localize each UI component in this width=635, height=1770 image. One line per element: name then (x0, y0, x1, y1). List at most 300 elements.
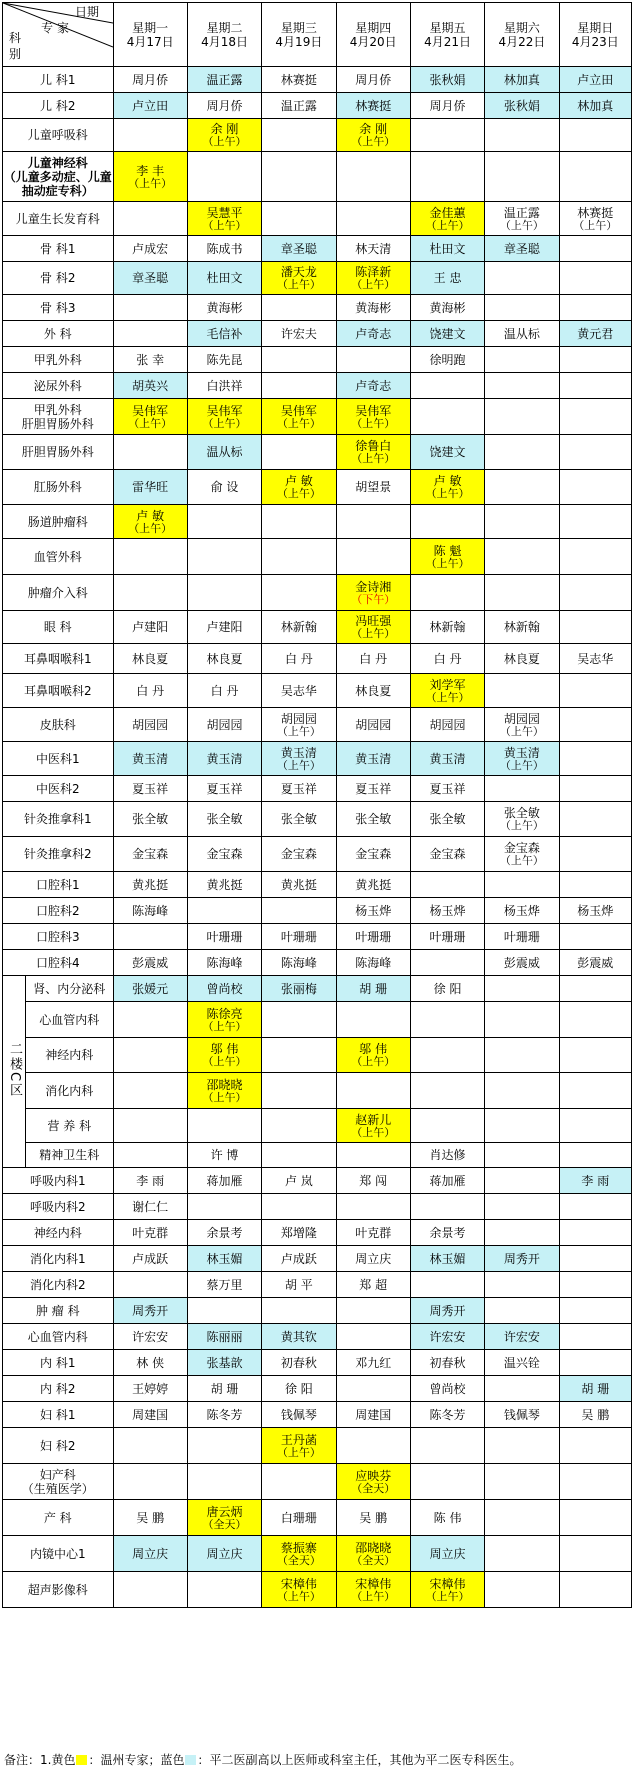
department-cell: 消化内科 (26, 1073, 113, 1109)
doctor-name: 许宏安 (503, 1329, 540, 1344)
doctor-name: 宋樟伟 (429, 1576, 466, 1591)
doctor-cell (559, 399, 631, 435)
session-time: （上午） (202, 218, 247, 232)
doctor-name: 卢 岚 (284, 1173, 313, 1188)
doctor-cell (113, 802, 187, 837)
doctor-cell (559, 1500, 631, 1536)
doctor-cell (336, 872, 410, 898)
doctor-cell (187, 202, 261, 236)
doctor-name: 叶珊珊 (503, 929, 540, 944)
department-cell: 口腔科2 (3, 898, 114, 924)
doctor-cell (410, 976, 484, 1002)
session-time: （上午） (276, 724, 321, 738)
doctor-cell (262, 837, 336, 872)
doctor-cell (485, 1298, 559, 1324)
doctor-cell (113, 898, 187, 924)
session-time: （上午） (425, 487, 470, 500)
doctor-cell (485, 1428, 559, 1464)
doctor-name: 张秋娟 (429, 72, 466, 87)
doctor-cell (262, 742, 336, 776)
doctor-cell (262, 924, 336, 950)
session-time: （上午） (425, 218, 470, 232)
doctor-name: 叶珊珊 (206, 929, 243, 944)
session-time: （全天） (202, 1517, 247, 1531)
schedule-row (3, 1572, 632, 1608)
doctor-cell (559, 152, 631, 202)
doctor-cell (262, 976, 336, 1002)
doctor-cell (187, 93, 261, 119)
doctor-cell (559, 872, 631, 898)
doctor-cell (187, 1500, 261, 1536)
department-cell: 消化内科2 (3, 1272, 114, 1298)
doctor-cell (113, 1246, 187, 1272)
blue-swatch-icon (185, 1755, 196, 1765)
doctor-name: 陈丽丽 (206, 1329, 243, 1344)
doctor-cell (187, 539, 261, 575)
doctor-cell (485, 1194, 559, 1220)
schedule-row (3, 1324, 632, 1350)
department-cell: 呼吸内科2 (3, 1194, 114, 1220)
doctor-cell (559, 262, 631, 295)
session-time: （上午） (351, 1055, 396, 1068)
doctor-cell (262, 539, 336, 575)
doctor-cell (336, 435, 410, 470)
doctor-cell (559, 1143, 631, 1168)
doctor-cell (559, 776, 631, 802)
department-cell: 消化内科1 (3, 1246, 114, 1272)
doctor-cell (410, 644, 484, 674)
doctor-name: 周月侨 (132, 72, 169, 87)
doctor-cell (559, 1324, 631, 1350)
doctor-name: 杨玉烨 (355, 903, 392, 918)
doctor-cell (410, 674, 484, 708)
doctor-cell (336, 1402, 410, 1428)
doctor-cell (410, 1168, 484, 1194)
session-time: （上午） (276, 1589, 321, 1603)
doctor-cell (485, 321, 559, 347)
doctor-cell (113, 1194, 187, 1220)
doctor-name: 黄兆挺 (355, 877, 392, 892)
doctor-cell (410, 435, 484, 470)
doctor-cell (113, 295, 187, 321)
schedule-row (3, 67, 632, 93)
doctor-cell (113, 1272, 187, 1298)
doctor-cell (113, 236, 187, 262)
doctor-cell (262, 1402, 336, 1428)
doctor-name: 余 刚 (359, 122, 388, 136)
doctor-cell (485, 1143, 559, 1168)
doctor-cell (410, 837, 484, 872)
session-time: （上午） (425, 1589, 470, 1603)
session-time: （上午） (202, 1055, 247, 1068)
doctor-name: 卢 敏 (284, 474, 313, 488)
doctor-cell (187, 674, 261, 708)
doctor-cell (336, 611, 410, 644)
doctor-cell (262, 1168, 336, 1194)
doctor-name: 徐鲁白 (355, 439, 392, 453)
doctor-name: 周立庆 (206, 1546, 243, 1561)
doctor-cell (559, 67, 631, 93)
doctor-cell (336, 708, 410, 742)
doctor-name: 黄兆挺 (206, 877, 243, 892)
doctor-name: 杨玉烨 (429, 903, 466, 918)
doctor-name: 林玉媚 (429, 1251, 466, 1266)
doctor-name: 周月侨 (429, 98, 466, 113)
doctor-name: 林天清 (355, 241, 392, 256)
doctor-name: 胡园园 (206, 717, 243, 732)
doctor-name: 夏玉祥 (280, 781, 317, 796)
doctor-cell (559, 93, 631, 119)
doctor-cell (336, 1073, 410, 1109)
doctor-cell (113, 924, 187, 950)
department-cell: 儿童神经科 （儿童多动症、儿童 抽动症专科） (3, 152, 114, 202)
doctor-cell (262, 262, 336, 295)
session-time: （上午） (128, 176, 173, 190)
doctor-cell (336, 1500, 410, 1536)
doctor-name: 余景考 (206, 1225, 243, 1240)
schedule-row (3, 1002, 632, 1038)
doctor-cell (485, 644, 559, 674)
doctor-name: 张全敏 (206, 812, 243, 826)
doctor-cell (410, 202, 484, 236)
footnote-mid2: ：平二医副高以上医师或科室主任，其他为平二医专科医生。 (197, 1753, 522, 1767)
department-cell: 妇产科 （生殖医学） (3, 1464, 114, 1500)
doctor-name: 章圣聪 (280, 241, 317, 256)
doctor-name: 邵晓晓 (206, 1077, 243, 1092)
doctor-name: 周秀开 (503, 1251, 540, 1266)
doctor-cell (187, 1038, 261, 1073)
doctor-cell (187, 1572, 261, 1608)
doctor-name: 金宝森 (132, 847, 169, 861)
doctor-cell (410, 470, 484, 505)
doctor-cell (410, 872, 484, 898)
doctor-name: 吴 鹏 (359, 1510, 388, 1525)
doctor-name: 吴伟军 (355, 403, 392, 418)
doctor-cell (262, 674, 336, 708)
doctor-name: 应映芬 (355, 1468, 392, 1483)
doctor-cell (187, 236, 261, 262)
doctor-cell (485, 924, 559, 950)
doctor-cell (113, 1298, 187, 1324)
doctor-name: 黄海彬 (206, 300, 243, 315)
doctor-name: 夏玉祥 (429, 781, 466, 796)
doctor-cell (187, 1002, 261, 1038)
schedule-row (3, 1428, 632, 1464)
doctor-cell (410, 295, 484, 321)
doctor-name: 吴志华 (280, 683, 317, 698)
department-cell: 内 科2 (3, 1376, 114, 1402)
doctor-cell (336, 373, 410, 399)
doctor-name: 吴 鹏 (136, 1510, 165, 1525)
doctor-cell (336, 674, 410, 708)
doctor-cell (485, 1073, 559, 1109)
doctor-name: 张全敏 (503, 806, 540, 820)
doctor-cell (410, 119, 484, 152)
department-cell: 神经内科 (3, 1220, 114, 1246)
department-cell: 呼吸内科1 (3, 1168, 114, 1194)
doctor-name: 郑 闯 (359, 1173, 388, 1188)
session-time: （全天） (276, 1553, 321, 1567)
doctor-cell (187, 1246, 261, 1272)
doctor-cell (410, 924, 484, 950)
doctor-cell (262, 347, 336, 373)
doctor-name: 林赛挺 (577, 205, 614, 220)
doctor-name: 叶克群 (355, 1225, 392, 1240)
doctor-cell (187, 1350, 261, 1376)
doctor-cell (559, 1073, 631, 1109)
doctor-name: 林新翰 (429, 620, 466, 634)
doctor-cell (113, 539, 187, 575)
doctor-name: 黄玉清 (206, 751, 243, 766)
department-cell: 耳鼻咽喉科2 (3, 674, 114, 708)
department-cell: 产 科 (3, 1500, 114, 1536)
doctor-name: 白 丹 (433, 651, 462, 666)
department-cell: 外 科 (3, 321, 114, 347)
doctor-cell (262, 1500, 336, 1536)
department-cell: 中医科1 (3, 742, 114, 776)
doctor-cell (559, 1272, 631, 1298)
doctor-cell (336, 152, 410, 202)
doctor-cell (187, 373, 261, 399)
doctor-name: 温正露 (280, 98, 317, 113)
doctor-name: 黄元君 (577, 326, 614, 341)
doctor-cell (336, 1220, 410, 1246)
department-cell: 妇 科2 (3, 1428, 114, 1464)
doctor-cell (485, 802, 559, 837)
doctor-cell (410, 1298, 484, 1324)
doctor-cell (336, 295, 410, 321)
doctor-name: 林新翰 (503, 620, 540, 634)
doctor-cell (410, 1073, 484, 1109)
doctor-cell (262, 93, 336, 119)
group-label: 二楼C区 (3, 976, 26, 1168)
doctor-name: 王婷婷 (132, 1381, 169, 1396)
doctor-cell (113, 1350, 187, 1376)
session-time: （上午） (202, 1019, 247, 1033)
doctor-cell (262, 1350, 336, 1376)
doctor-name: 金宝森 (355, 847, 392, 861)
schedule-row (3, 1109, 632, 1143)
doctor-cell (262, 119, 336, 152)
doctor-name: 周立庆 (355, 1251, 392, 1266)
doctor-name: 黄玉清 (132, 751, 169, 766)
doctor-cell (336, 1376, 410, 1402)
session-time: （上午） (128, 521, 173, 535)
doctor-name: 胡园园 (429, 717, 466, 732)
doctor-name: 许宏夫 (280, 326, 317, 341)
footnote-prefix: 备注：1.黄色 (4, 1753, 76, 1767)
schedule-row (3, 262, 632, 295)
doctor-name: 郑 超 (359, 1277, 388, 1292)
doctor-cell (336, 837, 410, 872)
doctor-cell (113, 742, 187, 776)
department-cell: 心血管内科 (3, 1324, 114, 1350)
doctor-cell (410, 539, 484, 575)
schedule-row (3, 470, 632, 505)
session-time: （全天） (351, 1481, 396, 1495)
department-cell: 针灸推拿科1 (3, 802, 114, 837)
doctor-cell (336, 1428, 410, 1464)
doctor-cell (262, 202, 336, 236)
session-time: （上午） (202, 135, 247, 148)
doctor-name: 黄玉清 (503, 745, 540, 760)
department-cell: 内 科1 (3, 1350, 114, 1376)
doctor-cell (559, 898, 631, 924)
doctor-name: 蔡万里 (206, 1277, 243, 1292)
doctor-cell (485, 236, 559, 262)
doctor-cell (113, 575, 187, 611)
doctor-name: 金宝森 (503, 841, 540, 855)
doctor-name: 夏玉祥 (206, 781, 243, 796)
doctor-cell (262, 611, 336, 644)
doctor-name: 白 丹 (210, 683, 239, 698)
doctor-name: 徐 阳 (284, 1381, 313, 1396)
doctor-cell (336, 976, 410, 1002)
doctor-cell (262, 1143, 336, 1168)
doctor-cell (187, 1220, 261, 1246)
doctor-name: 黄兆挺 (132, 877, 169, 892)
schedule-row (3, 1464, 632, 1500)
doctor-cell (262, 1246, 336, 1272)
doctor-cell (113, 321, 187, 347)
doctor-name: 夏玉祥 (132, 781, 169, 796)
doctor-name: 赵新儿 (355, 1112, 392, 1127)
department-cell: 内镜中心1 (3, 1536, 114, 1572)
doctor-cell (336, 802, 410, 837)
session-time: （上午） (276, 758, 321, 772)
doctor-cell (336, 399, 410, 435)
corner-date-label: 日期 (75, 5, 100, 19)
doctor-cell (410, 93, 484, 119)
schedule-row (3, 837, 632, 872)
doctor-name: 初春秋 (429, 1355, 466, 1370)
doctor-cell (485, 67, 559, 93)
doctor-name: 吴志华 (577, 651, 614, 666)
doctor-cell (485, 1038, 559, 1073)
session-time: （上午） (499, 854, 544, 867)
doctor-cell (187, 1376, 261, 1402)
doctor-name: 邵晓晓 (355, 1540, 392, 1555)
schedule-row (3, 575, 632, 611)
doctor-cell (559, 1109, 631, 1143)
day-header: 星期二 4月18日 (187, 3, 261, 67)
doctor-cell (187, 399, 261, 435)
day-header: 星期六 4月22日 (485, 3, 559, 67)
schedule-row (3, 742, 632, 776)
doctor-cell (187, 644, 261, 674)
doctor-name: 曾尚校 (206, 981, 243, 996)
doctor-name: 雷华旺 (132, 480, 169, 494)
day-header: 星期四 4月20日 (336, 3, 410, 67)
doctor-cell (485, 1324, 559, 1350)
doctor-cell (410, 611, 484, 644)
doctor-cell (113, 93, 187, 119)
schedule-row (3, 872, 632, 898)
doctor-name: 陈冬芳 (429, 1407, 466, 1422)
doctor-cell (410, 1324, 484, 1350)
doctor-name: 黄海彬 (355, 300, 392, 315)
doctor-cell (559, 373, 631, 399)
doctor-cell (113, 347, 187, 373)
doctor-cell (113, 1428, 187, 1464)
doctor-cell (336, 776, 410, 802)
department-cell: 肝胆胃肠外科 (3, 435, 114, 470)
doctor-cell (113, 202, 187, 236)
doctor-name: 胡 珊 (359, 981, 388, 996)
doctor-name: 黄海彬 (429, 300, 466, 315)
doctor-cell (336, 1536, 410, 1572)
doctor-cell (187, 1402, 261, 1428)
doctor-cell (262, 236, 336, 262)
doctor-cell (187, 708, 261, 742)
doctor-cell (262, 470, 336, 505)
department-cell: 针灸推拿科2 (3, 837, 114, 872)
doctor-cell (113, 611, 187, 644)
doctor-name: 周月侨 (206, 98, 243, 113)
doctor-cell (410, 1109, 484, 1143)
doctor-cell (187, 1168, 261, 1194)
doctor-cell (559, 1464, 631, 1500)
doctor-name: 徐明跑 (429, 352, 466, 367)
doctor-cell (187, 295, 261, 321)
doctor-cell (262, 1376, 336, 1402)
session-time: （下午） (351, 592, 396, 606)
doctor-cell (559, 1402, 631, 1428)
doctor-cell (559, 837, 631, 872)
doctor-cell (187, 1109, 261, 1143)
doctor-name: 林赛挺 (355, 98, 392, 113)
doctor-name: 饶建文 (429, 326, 466, 341)
doctor-name: 白 丹 (136, 683, 165, 698)
doctor-cell (485, 373, 559, 399)
doctor-cell (113, 674, 187, 708)
department-cell: 神经内科 (26, 1038, 113, 1073)
doctor-cell (336, 1038, 410, 1073)
schedule-table (2, 2, 632, 1608)
doctor-cell (485, 399, 559, 435)
schedule-row (3, 924, 632, 950)
doctor-cell (187, 1464, 261, 1500)
session-time: （上午） (351, 278, 396, 291)
doctor-cell (262, 1298, 336, 1324)
doctor-cell (485, 976, 559, 1002)
doctor-cell (187, 470, 261, 505)
yellow-swatch-icon (76, 1755, 87, 1765)
corner-ke-label: 科 (9, 31, 22, 45)
doctor-name: 金宝森 (429, 847, 466, 861)
doctor-name: 温正露 (503, 205, 540, 220)
doctor-cell (262, 872, 336, 898)
session-time: （上午） (128, 416, 173, 430)
schedule-row (3, 950, 632, 976)
doctor-name: 黄玉清 (429, 751, 466, 766)
doctor-cell (336, 924, 410, 950)
doctor-cell (262, 776, 336, 802)
doctor-cell (410, 1376, 484, 1402)
session-time: （上午） (499, 218, 544, 232)
session-time: （上午） (351, 1589, 396, 1603)
doctor-name: 饶建文 (429, 445, 466, 459)
header-row (3, 3, 632, 67)
corner-expert-label: 专 家 (41, 21, 69, 35)
doctor-name: 张基歆 (206, 1355, 243, 1370)
doctor-name: 黄玉清 (355, 751, 392, 766)
doctor-cell (336, 1246, 410, 1272)
doctor-cell (410, 1002, 484, 1038)
schedule-row (3, 435, 632, 470)
doctor-cell (187, 1143, 261, 1168)
doctor-cell (410, 1194, 484, 1220)
